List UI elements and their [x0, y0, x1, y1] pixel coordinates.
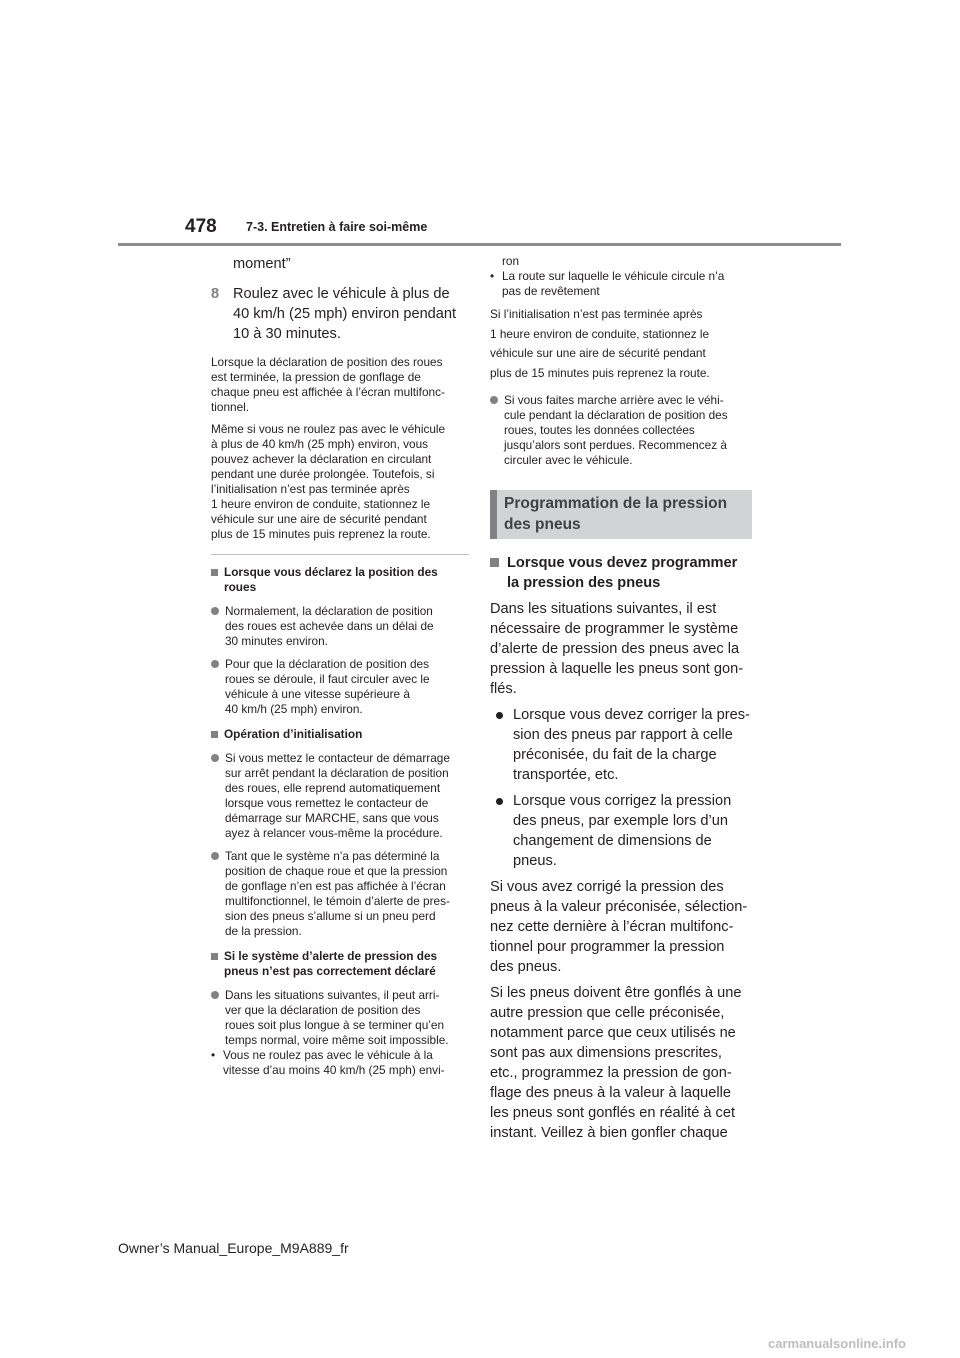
subheading-declare-position: Lorsque vous déclarez la position des roues	[211, 565, 469, 595]
dash-item: • La route sur laquelle le véhicule circule n’a pas de revêtement	[490, 269, 725, 298]
bullet-item: Dans les situations suivantes, il peut arri- ver que la déclaration de position des roues soit plus longue à se terminer qu’en temps normal, voire même soit impossible.	[211, 988, 469, 1048]
bullet-item: Lorsque vous devez corriger la pres- sion des pneus par rapport à celle préconisée, du fait de la charge transportée, etc.	[490, 705, 752, 785]
square-bullet-icon	[490, 558, 499, 567]
bullet-item: Tant que le système n’a pas déterminé la position de chaque roue et que la pression de gonflage n’en est pas affichée à l’écran multifonctionnel, le témoin d’alerte de pres- sion des pneus s’allume si un pneu perd de la pression.	[211, 849, 469, 939]
section-banner	[490, 490, 752, 539]
paragraph-declaration-done: Lorsque la déclaration de position des roues est terminée, la pression de gonflage de chaque pneu est affichée à l’écran multifonc- tionnel.	[211, 355, 445, 414]
round-bullet-icon	[211, 852, 219, 860]
left-column	[211, 254, 469, 1078]
section-title: 7-3. Entretien à faire soi-même	[246, 220, 428, 234]
bullet-item: Pour que la déclaration de position des roues se déroule, il faut circuler avec le véhicule à une vitesse supérieure à 40 km/h (25 mph) environ.	[211, 657, 469, 717]
square-bullet-icon	[211, 569, 218, 576]
paragraph-corrected: Si vous avez corrigé la pression des pneus à la valeur préconisée, sélection- nez cette dernière à l’écran multifonc- tionnel pour programmer la pression des pneus.	[490, 879, 748, 975]
subheading-not-declared: Si le système d’alerte de pression des pneus n’est pas correctement déclaré	[211, 949, 469, 979]
right-column	[490, 254, 752, 1143]
step-number: 8	[211, 286, 220, 302]
continuation-text: ron	[502, 254, 520, 268]
section-divider	[211, 554, 469, 555]
paragraph-reinit: Si l’initialisation n’est pas terminée après 1 heure environ de conduite, stationnez le véhicule sur une aire de sécurité pendant plus de 15 minutes puis reprenez la route.	[490, 307, 710, 380]
banner-title: Programmation de la pression des pneus	[504, 495, 728, 533]
bullet-item: Si vous mettez le contacteur de démarrage sur arrêt pendant la déclaration de position des roues, elle reprend automatiquement lorsque vous remettez le contacteur de démarrage sur MARCHE, sans que vous ayez à relancer vous-même la procédure.	[211, 751, 469, 841]
bullet-item: Normalement, la déclaration de position des roues est achevée dans un délai de 30 minutes environ.	[211, 604, 469, 649]
step-7-continuation	[211, 254, 469, 274]
subheading-initialization: Opération d’initialisation	[211, 727, 469, 742]
round-bullet-icon	[211, 660, 219, 668]
page-number: 478	[185, 216, 217, 237]
paragraph-situations: Dans les situations suivantes, il est nécessaire de programmer le système d’alerte de pression des pneus avec la pression à laquelle les pneus sont gon- flés.	[490, 601, 744, 697]
bullet-dot-icon	[496, 712, 503, 719]
bullet-item: Lorsque vous corrigez la pression des pneus, par exemple lors d’un changement de dimensions de pneus.	[490, 791, 752, 871]
banner-accent-bar	[490, 490, 497, 539]
watermark: carmanualsonline.info	[768, 1336, 906, 1351]
square-bullet-icon	[211, 731, 218, 738]
continuation-text: moment”	[233, 256, 291, 272]
header-rule	[118, 243, 841, 246]
step-8	[211, 284, 469, 344]
dash-bullet: •	[211, 1048, 216, 1062]
square-bullet-icon	[211, 953, 218, 960]
paragraph-other-pressure: Si les pneus doivent être gonflés à une autre pression que celle préconisée, notamment parce que ceux utilisés ne sont pas aux dimensions prescrites, etc., programmez la pression de gon- flage des pneus à la valeur à laquelle les pneus sont gonflés en réalité à cet instant. Veillez à bien gonfler chaque	[490, 985, 742, 1141]
paragraph-low-speed: Même si vous ne roulez pas avec le véhicule à plus de 40 km/h (25 mph) environ, vous pouvez achever la déclaration en circulant pendant une durée prolongée. Toutefois, si l’initialisation n’est pas terminée après 1 heure environ de conduite, stationnez le véhicule sur une aire de sécurité pendant plus de 15 minutes puis reprenez la route.	[211, 422, 446, 541]
round-bullet-icon	[490, 396, 498, 404]
dash-item: • Vous ne roulez pas avec le véhicule à la vitesse d’au moins 40 km/h (25 mph) envi-	[211, 1048, 445, 1077]
bullet-item: Si vous faites marche arrière avec le véhi- cule pendant la déclaration de position des roues, toutes les données collectées jusqu’alors sont perdues. Recommencez à circuler avec le véhicule.	[490, 393, 752, 468]
round-bullet-icon	[211, 754, 219, 762]
round-bullet-icon	[211, 607, 219, 615]
subheading-programming: Lorsque vous devez programmer la pression des pneus	[490, 553, 752, 593]
dash-bullet: •	[490, 269, 495, 283]
footer-manual-id: Owner’s Manual_Europe_M9A889_fr	[118, 1240, 349, 1256]
bullet-dot-icon	[496, 798, 503, 805]
round-bullet-icon	[211, 991, 219, 999]
step-text: Roulez avec le véhicule à plus de 40 km/h (25 mph) environ pendant 10 à 30 minutes.	[233, 286, 457, 342]
